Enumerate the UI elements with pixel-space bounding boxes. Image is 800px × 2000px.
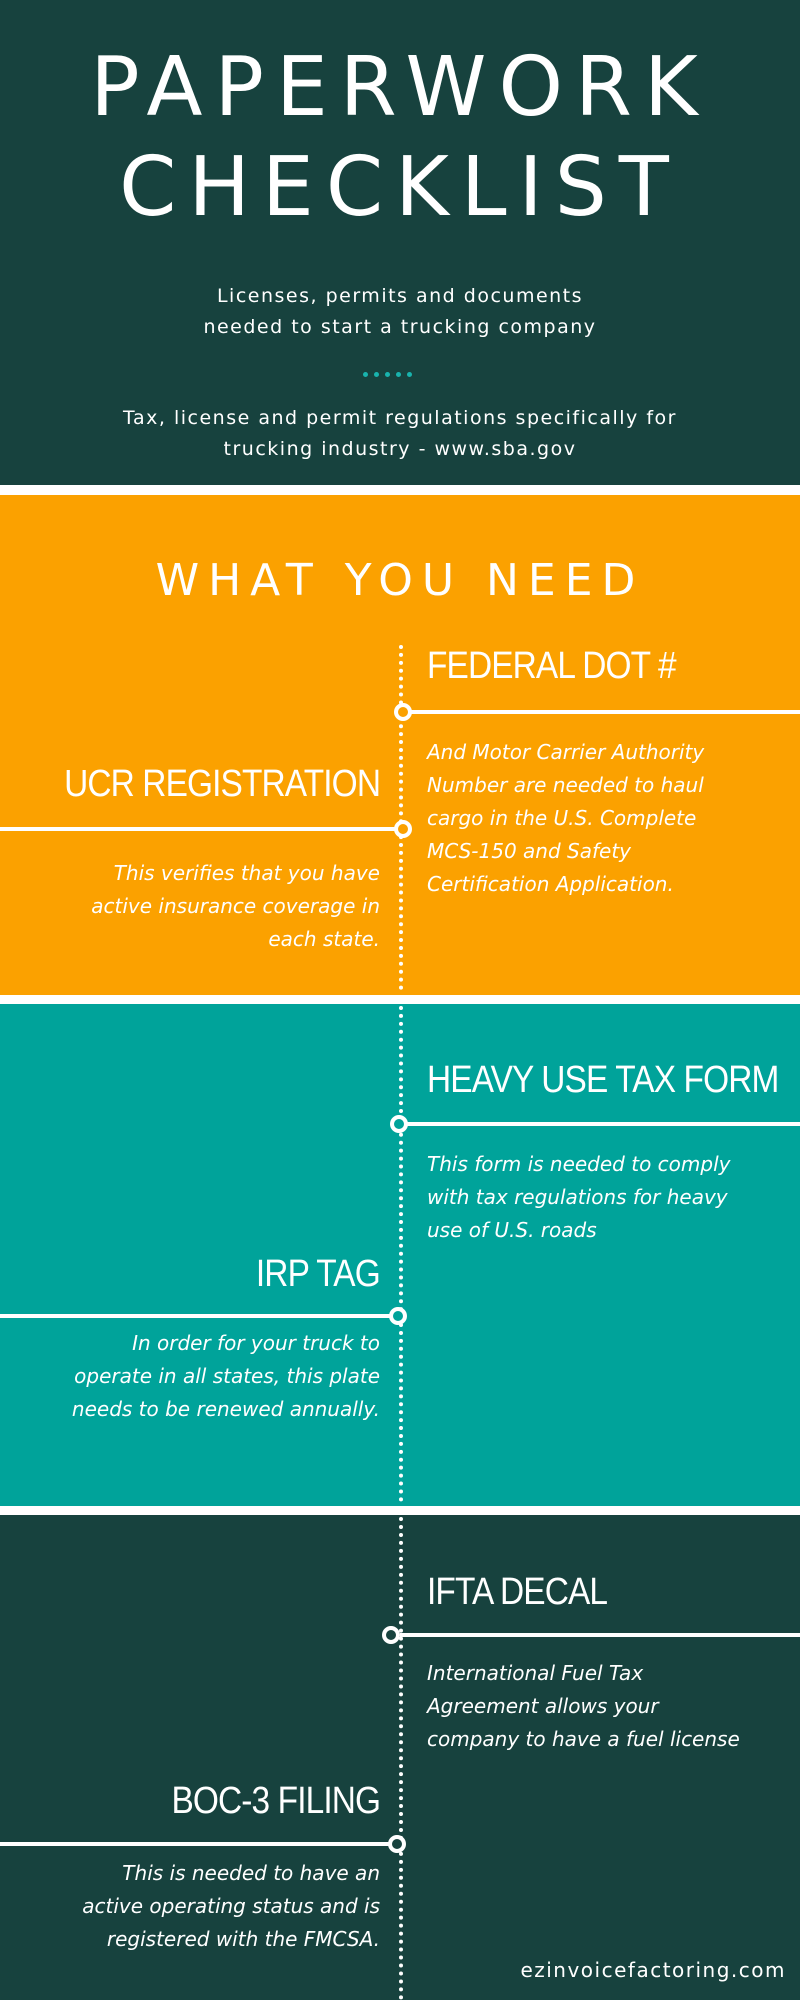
connector-line [400,1122,800,1126]
desc-line: This form is needed to comply [427,1152,731,1176]
item-desc-heavy-use-tax-form [427,1148,767,1247]
desc-line: International Fuel Tax [427,1661,644,1685]
header-section [0,0,800,485]
desc-line: This is needed to have an [122,1861,380,1885]
page-title-line-1: PAPERWORK [90,40,710,135]
timeline-line [399,645,403,990]
item-heading-irp-tag: IRP TAG [256,1253,380,1295]
desc-line: Certification Application. [427,872,674,896]
subtitle-line-2: needed to start a trucking company [203,316,597,338]
desc-line: use of U.S. roads [427,1218,597,1242]
divider-dot [363,372,368,377]
connector-line [0,1842,400,1846]
desc-line: And Motor Carrier Authority [427,740,705,764]
connector-line [400,710,800,714]
timeline-line [399,1517,403,2000]
item-desc-federal-dot [427,736,767,901]
connector-line [400,1633,800,1637]
timeline-node [394,820,412,838]
desc-line: registered with the FMCSA. [106,1927,380,1951]
note-line-1: Tax, license and permit regulations specifically for [123,407,677,429]
item-heading-heavy-use-tax-form: HEAVY USE TAX FORM [427,1059,779,1101]
page-title-line-2: CHECKLIST [119,140,681,235]
timeline-node [382,1626,400,1644]
footer-url: ezinvoicefactoring.com [520,1958,786,1982]
connector-line [0,1314,400,1318]
item-heading-ifta-decal: IFTA DECAL [427,1571,608,1613]
desc-line: In order for your truck to [132,1331,380,1355]
desc-line: Agreement allows your [427,1694,659,1718]
timeline-line [399,1006,403,1502]
desc-line: MCS-150 and Safety [427,839,631,863]
desc-line: This verifies that you have [113,861,380,885]
desc-line: needs to be renewed annually. [71,1397,380,1421]
desc-line: active insurance coverage in [91,894,380,918]
item-heading-boc3-filing: BOC-3 FILING [171,1780,380,1822]
item-heading-federal-dot: FEDERAL DOT # [427,645,676,687]
desc-line: active operating status and is [82,1894,380,1918]
section-title: WHAT YOU NEED [155,555,645,606]
desc-line: company to have a fuel license [427,1727,740,1751]
divider-dot [407,372,412,377]
desc-line: with tax regulations for heavy [427,1185,728,1209]
timeline-node [390,1115,408,1133]
desc-line: each state. [268,927,380,951]
item-desc-irp-tag [50,1327,380,1426]
timeline-node [388,1835,406,1853]
item-desc-ucr-registration [50,857,380,956]
subtitle-line-1: Licenses, permits and documents [216,285,584,307]
connector-line [0,827,400,831]
item-heading-ucr-registration: UCR REGISTRATION [63,763,380,805]
item-desc-ifta-decal [427,1657,767,1756]
item-desc-boc3-filing [50,1857,380,1956]
timeline-node [394,703,412,721]
divider-dot [396,372,401,377]
note-line-2: trucking industry - www.sba.gov [223,438,577,460]
desc-line: cargo in the U.S. Complete [427,806,697,830]
timeline-node [389,1307,407,1325]
divider-dot [374,372,379,377]
desc-line: operate in all states, this plate [74,1364,380,1388]
desc-line: Number are needed to haul [427,773,704,797]
dots-divider [363,362,443,372]
divider-dot [385,372,390,377]
